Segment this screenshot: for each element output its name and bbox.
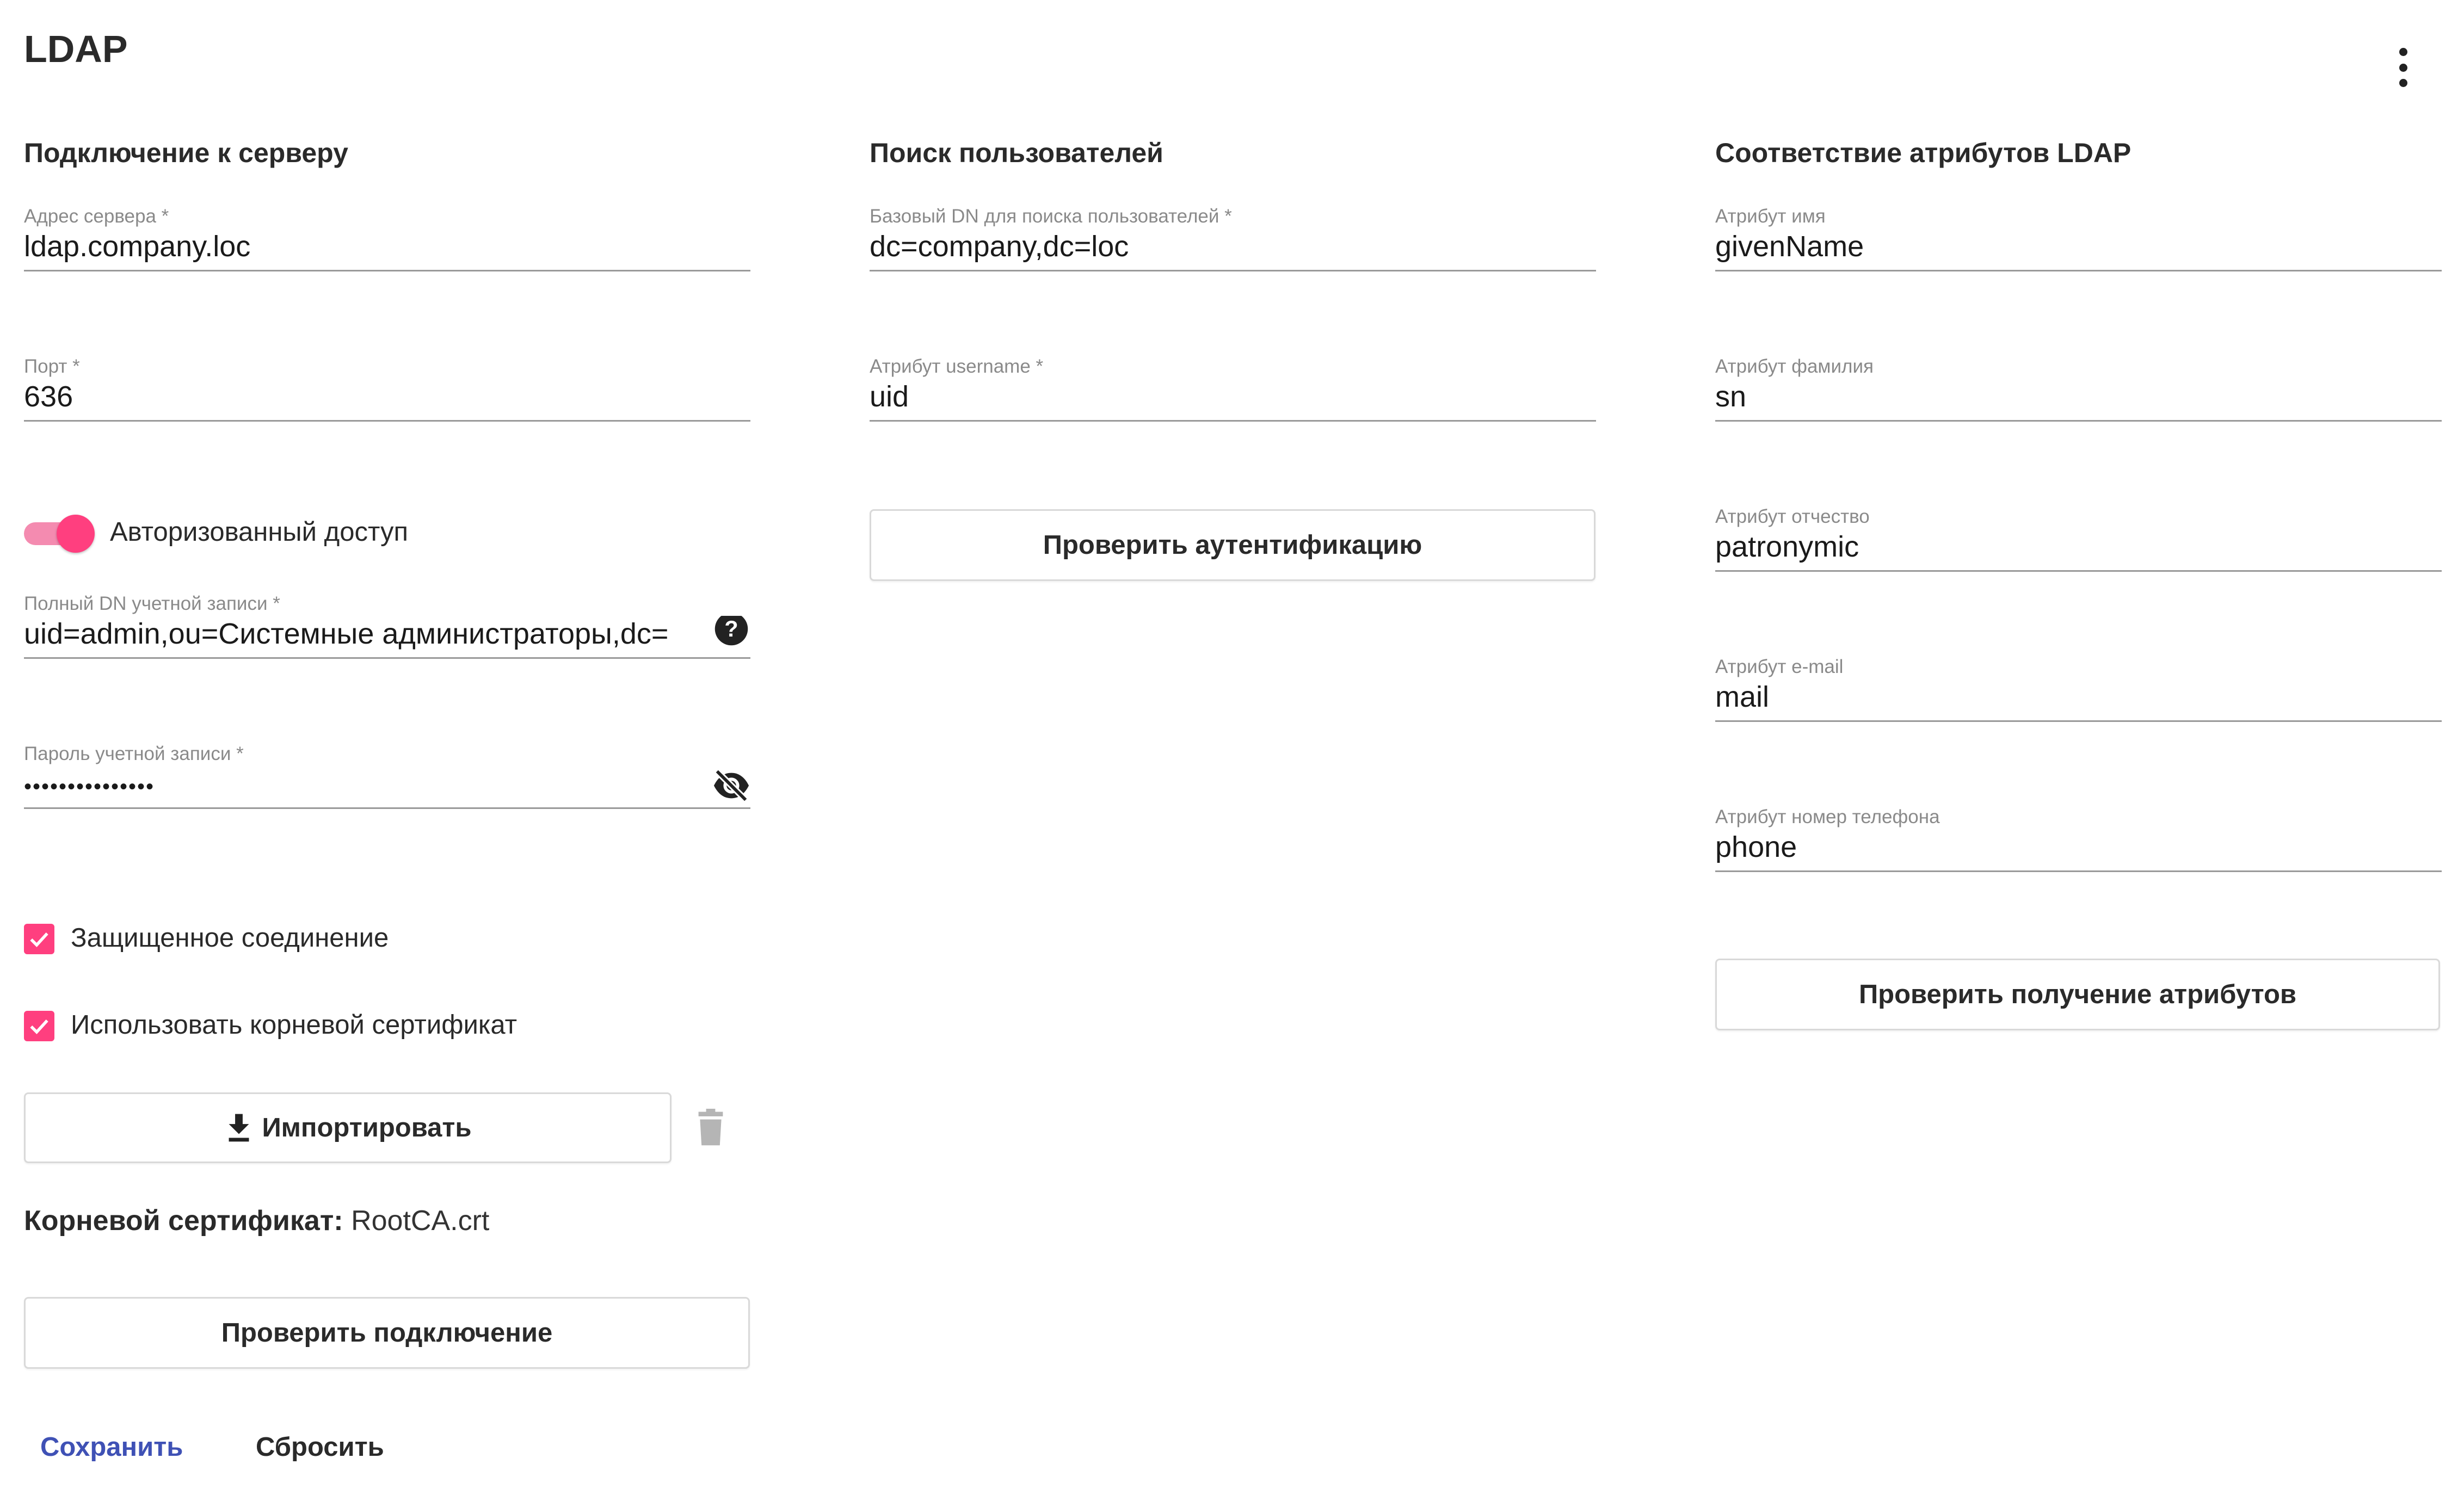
account-password-label: Пароль учетной записи *	[24, 743, 244, 764]
delete-certificate-icon[interactable]	[695, 1109, 726, 1147]
account-dn-label: Полный DN учетной записи *	[24, 593, 280, 614]
help-icon[interactable]	[712, 616, 750, 646]
more-options-icon[interactable]	[2392, 48, 2414, 87]
server-address-input[interactable]: ldap.company.loc	[24, 230, 251, 263]
authorized-access-toggle[interactable]	[24, 515, 95, 553]
server-section-title: Подключение к серверу	[24, 138, 348, 168]
username-attr-field[interactable]	[870, 355, 1596, 422]
check-icon	[27, 1014, 51, 1038]
check-connection-label: Проверить подключение	[221, 1318, 553, 1348]
use-root-cert-checkbox[interactable]	[24, 1011, 54, 1041]
check-connection-button[interactable]	[24, 1297, 750, 1369]
surname-attr-input[interactable]: sn	[1715, 380, 1747, 413]
base-dn-label: Базовый DN для поиска пользователей *	[870, 206, 1232, 227]
use-root-cert-label: Использовать корневой сертификат	[71, 1010, 518, 1040]
account-dn-field[interactable]	[24, 592, 750, 659]
check-attributes-button[interactable]	[1715, 959, 2440, 1030]
svg-text:?: ?	[724, 616, 738, 641]
authorized-access-label: Авторизованный доступ	[110, 517, 408, 547]
download-icon	[224, 1111, 254, 1144]
username-attr-label: Атрибут username *	[870, 356, 1044, 377]
reset-button[interactable]: Сбросить	[256, 1432, 384, 1462]
check-auth-button[interactable]	[870, 509, 1596, 581]
save-button[interactable]: Сохранить	[40, 1432, 183, 1462]
username-attr-input[interactable]: uid	[870, 380, 909, 413]
account-password-field[interactable]	[24, 742, 750, 809]
patronymic-attr-label: Атрибут отчество	[1715, 506, 1870, 527]
patronymic-attr-field[interactable]	[1715, 505, 2442, 572]
name-attr-input[interactable]: givenName	[1715, 230, 1864, 263]
root-cert-filename: RootCA.crt	[351, 1205, 490, 1237]
check-icon	[27, 927, 51, 951]
port-label: Порт *	[24, 356, 80, 377]
name-attr-field[interactable]	[1715, 205, 2442, 271]
page-title: LDAP	[24, 28, 128, 70]
base-dn-input[interactable]: dc=company,dc=loc	[870, 230, 1129, 263]
check-auth-label: Проверить аутентификацию	[1043, 530, 1422, 560]
search-section-title: Поиск пользователей	[870, 138, 1163, 168]
import-button[interactable]	[24, 1092, 672, 1163]
phone-attr-field[interactable]	[1715, 805, 2442, 872]
visibility-off-icon[interactable]	[712, 768, 750, 803]
secure-connection-checkbox[interactable]	[24, 924, 54, 954]
account-dn-input[interactable]: uid=admin,ou=Системные администраторы,dc=	[24, 617, 669, 650]
port-field[interactable]	[24, 355, 750, 422]
import-button-label: Импортировать	[262, 1113, 472, 1142]
phone-attr-input[interactable]: phone	[1715, 831, 1797, 863]
surname-attr-label: Атрибут фамилия	[1715, 356, 1874, 377]
email-attr-label: Атрибут e-mail	[1715, 656, 1844, 677]
server-address-field[interactable]	[24, 205, 750, 271]
account-password-input[interactable]: •••••••••••••••	[24, 775, 155, 799]
base-dn-field[interactable]	[870, 205, 1596, 271]
name-attr-label: Атрибут имя	[1715, 206, 1826, 227]
email-attr-input[interactable]: mail	[1715, 681, 1770, 713]
port-input[interactable]: 636	[24, 380, 73, 413]
patronymic-attr-input[interactable]: patronymic	[1715, 530, 1859, 563]
root-cert-caption: Корневой сертификат:	[24, 1205, 343, 1237]
phone-attr-label: Атрибут номер телефона	[1715, 806, 1940, 827]
email-attr-field[interactable]	[1715, 655, 2442, 722]
check-attributes-label: Проверить получение атрибутов	[1858, 980, 2297, 1009]
root-cert-info	[24, 1204, 489, 1237]
mapping-section-title: Соответствие атрибутов LDAP	[1715, 138, 2132, 168]
surname-attr-field[interactable]	[1715, 355, 2442, 422]
secure-connection-label: Защищенное соединение	[71, 923, 389, 953]
server-address-label: Адрес сервера *	[24, 206, 169, 227]
